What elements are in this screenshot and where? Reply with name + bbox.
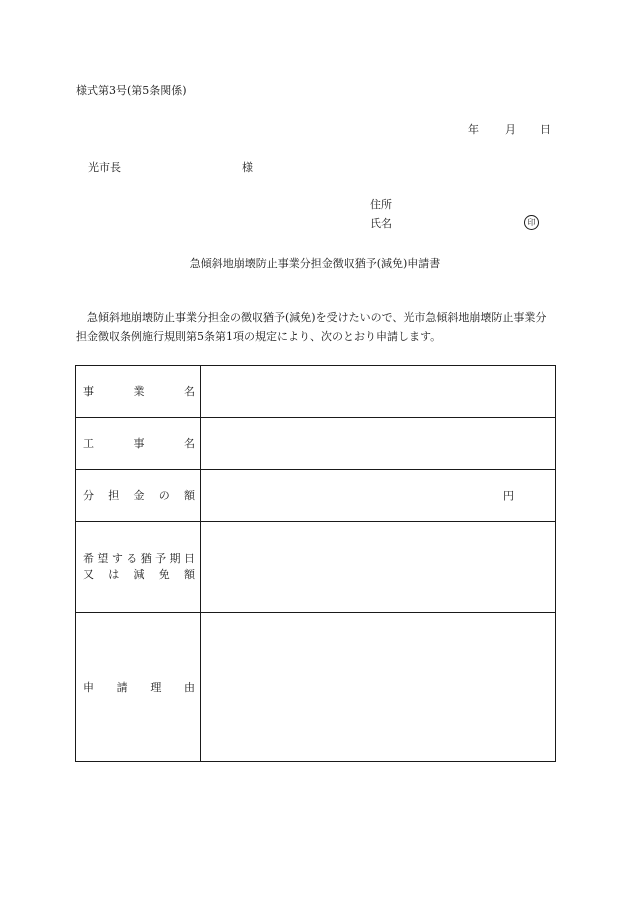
justified-label	[83, 682, 195, 693]
construction-name-field[interactable]	[201, 418, 556, 470]
label-char: 由	[183, 680, 195, 694]
label-char: 日	[183, 552, 195, 565]
seal-mark: 印	[524, 215, 539, 230]
label-char: 名	[184, 437, 195, 450]
label-char: 望	[97, 552, 109, 565]
justified-label	[83, 386, 195, 397]
addressee: 光市長	[88, 161, 121, 174]
form-number: 様式第3号(第5条関係)	[76, 84, 187, 97]
date-year-label: 年	[468, 123, 479, 136]
business-name-field[interactable]	[201, 366, 556, 418]
label-char: 申	[83, 680, 94, 694]
row-label-construction-name	[76, 418, 201, 470]
label-char: 金	[133, 489, 145, 502]
label-char: 額	[184, 568, 195, 581]
label-char: 又	[83, 568, 94, 581]
table-row	[76, 366, 556, 418]
label-char: る	[126, 552, 138, 565]
label-char: 請	[116, 680, 128, 694]
document-title: 急傾斜地崩壊防止事業分担金徴収猶予(減免)申請書	[189, 257, 441, 270]
label-char: す	[111, 552, 123, 565]
label-char: 名	[184, 385, 195, 398]
label-char: 工	[83, 437, 94, 450]
label-char: 分	[83, 489, 94, 502]
label-char: 予	[155, 552, 167, 565]
honorific: 様	[242, 161, 253, 174]
label-char: 額	[184, 489, 195, 502]
label-char: 期	[169, 552, 181, 565]
label-char: 担	[108, 489, 120, 502]
row-label-share-amount	[76, 470, 201, 522]
row-label-application-reason	[76, 613, 201, 762]
table-row	[76, 418, 556, 470]
body-text: 急傾斜地崩壊防止事業分担金の徴収猶予(減免)を受けたいので、光市急傾斜地崩壊防止事業分担金徴収条例施行規則第5条第1項の規定により、次のとおり申請します。	[76, 311, 547, 343]
label-char: 事	[133, 437, 145, 450]
application-table	[75, 365, 556, 762]
justified-label	[83, 490, 195, 501]
row-label-business-name	[76, 366, 201, 418]
application-reason-field[interactable]	[201, 613, 556, 762]
justified-label	[83, 438, 195, 449]
table-row	[76, 522, 556, 613]
justified-label-line1	[83, 551, 195, 567]
justified-label-line2	[83, 567, 195, 583]
row-label-deferral-date	[76, 522, 201, 613]
yen-unit: 円	[503, 489, 514, 502]
label-char: の	[158, 489, 170, 502]
date-month-label: 月	[505, 123, 516, 136]
table-row	[76, 470, 556, 522]
name-label: 氏名	[370, 217, 392, 230]
label-char: 減	[133, 568, 145, 581]
label-char: 希	[83, 552, 94, 565]
label-char: 猶	[140, 552, 152, 565]
label-char: 業	[133, 385, 145, 398]
body-paragraph	[76, 308, 556, 346]
label-char: 理	[150, 680, 162, 694]
deferral-date-field[interactable]	[201, 522, 556, 613]
table-row	[76, 613, 556, 762]
label-char: は	[108, 568, 120, 581]
date-day-label: 日	[540, 123, 551, 136]
label-char: 事	[83, 385, 94, 398]
share-amount-field[interactable]	[201, 470, 556, 522]
address-label: 住所	[370, 198, 392, 211]
label-char: 免	[158, 568, 170, 581]
